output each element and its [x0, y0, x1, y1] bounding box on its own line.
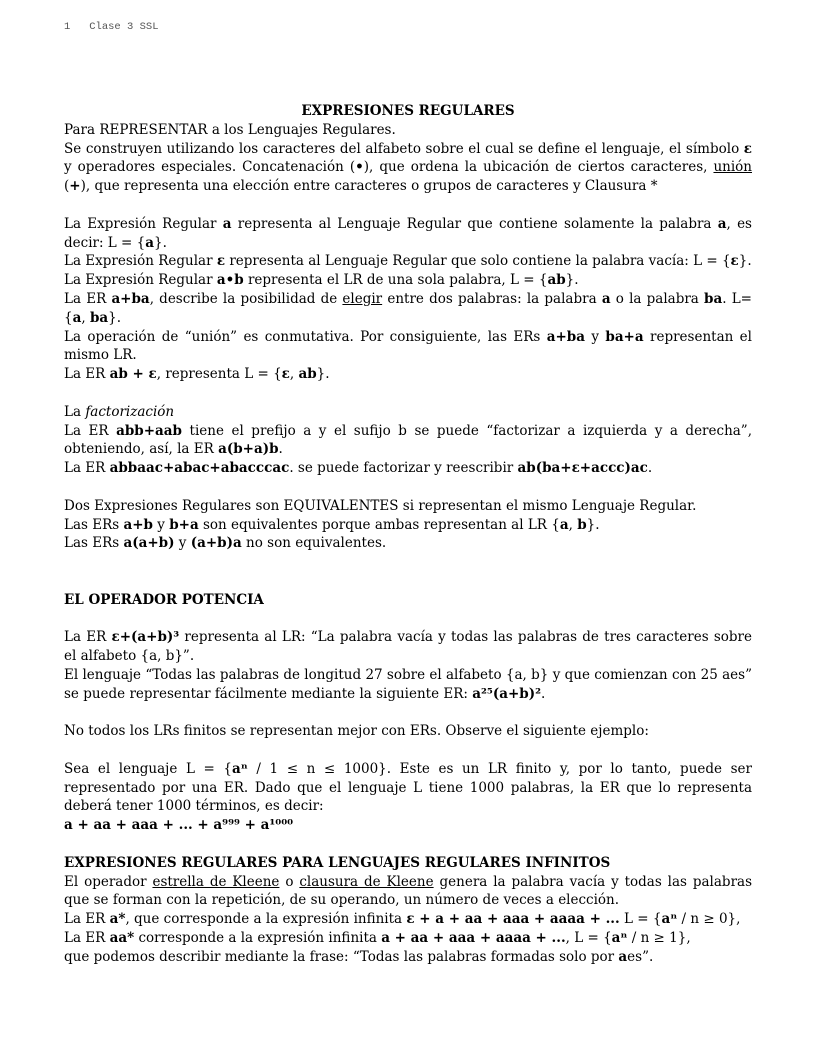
- intro-line-1: Para REPRESENTAR a los Lenguajes Regulares.: [64, 121, 396, 138]
- paragraph-commutative: La operación de “unión” es conmutativa. Por consiguiente, las ERs a+ba y ba+a representan el mismo LR.: [64, 328, 752, 364]
- finite-lr-intro: No todos los LRs finitos se representan mejor con ERs. Observe el siguiente ejemplo:: [64, 723, 649, 740]
- paragraph-er-union: La ER a+ba, describe la posibilidad de elegir entre dos palabras: la palabra a o la palabra ba. L= {a, ba}.: [64, 290, 752, 326]
- document-name: Clase 3 SSL: [89, 21, 159, 33]
- potencia-example-1: La ER ε+(a+b)³ representa al LR: “La palabra vacía y todas las palabras de tres caracteres sobre el alfabeto {a, b}”.: [64, 629, 752, 665]
- kleene-example-2: La ER aa* corresponde a la expresión infinita a + aa + aaa + aaaa + ..., L = {aⁿ / n ≥ 1},: [64, 930, 691, 947]
- paragraph-er-epsilon: La Expresión Regular ε representa al Lenguaje Regular que solo contiene la palabra vacía: L = {ε}.: [64, 253, 752, 270]
- intro-line-2: Se construyen utilizando los caracteres del alfabeto sobre el cual se define el lenguaje, el símbolo ε y operadores especiales. Concatenación (•), que ordena la ubicación de ciertos caracteres, unión (+), que representa una elección entre caracteres o grupos de caracteres y Clausura *: [64, 140, 752, 195]
- factorization-heading: La factorización: [64, 403, 175, 420]
- finite-lr-example: Sea el lenguaje L = {aⁿ / 1 ≤ n ≤ 1000}. Este es un LR finito y, por lo tanto, puede ser representado por una ER. Dado que el lenguaje L tiene 1000 palabras, la ER que lo representa deberá tener 1000 términos, es decir:: [64, 760, 752, 815]
- equivalence-example-2: Las ERs a(a+b) y (a+b)a no son equivalentes.: [64, 535, 387, 552]
- paragraph-er-ab-eps: La ER ab + ε, representa L = {ε, ab}.: [64, 366, 330, 383]
- section-heading-infinitos: EXPRESIONES REGULARES PARA LENGUAJES REGULARES INFINITOS: [64, 854, 611, 871]
- paragraph-er-a: La Expresión Regular a representa al Lenguaje Regular que contiene solamente la palabra a, es decir: L = {a}.: [64, 215, 752, 251]
- section-heading-potencia: EL OPERADOR POTENCIA: [64, 591, 264, 608]
- kleene-description: que podemos describir mediante la frase: “Todas las palabras formadas solo por aes”.: [64, 948, 654, 965]
- equivalence-definition: Dos Expresiones Regulares son EQUIVALENTES si representan el mismo Lenguaje Regular.: [64, 497, 697, 514]
- potencia-example-2: El lenguaje “Todas las palabras de longitud 27 sobre el alfabeto {a, b} y que comienzan con 25 aes” se puede representar fácilmente mediante la siguiente ER: a²⁵(a+b)².: [64, 666, 752, 702]
- equivalence-example-1: Las ERs a+b y b+a son equivalentes porque ambas representan al LR {a, b}.: [64, 516, 600, 533]
- page-title: EXPRESIONES REGULARES: [301, 103, 515, 119]
- paragraph-er-concat: La Expresión Regular a•b representa el LR de una sola palabra, L = {ab}.: [64, 272, 579, 289]
- page-header: [64, 21, 159, 33]
- kleene-example-1: La ER a*, que corresponde a la expresión infinita ε + a + aa + aaa + aaaa + ... L = {aⁿ / n ≥ 0},: [64, 911, 741, 928]
- document-body: [64, 102, 752, 967]
- factorization-example-2: La ER abbaac+abac+abacccac. se puede factorizar y reescribir ab(ba+ε+accc)ac.: [64, 460, 653, 477]
- finite-lr-expression: a + aa + aaa + ... + a⁹⁹⁹ + a¹⁰⁰⁰: [64, 817, 294, 834]
- page-number: 1: [64, 21, 71, 33]
- factorization-example-1: La ER abb+aab tiene el prefijo a y el sufijo b se puede “factorizar a izquierda y a derecha”, obteniendo, así, la ER a(b+a)b.: [64, 422, 752, 458]
- kleene-definition: El operador estrella de Kleene o clausura de Kleene genera la palabra vacía y todas las palabras que se forman con la repetición, de su operando, un número de veces a elección.: [64, 873, 752, 909]
